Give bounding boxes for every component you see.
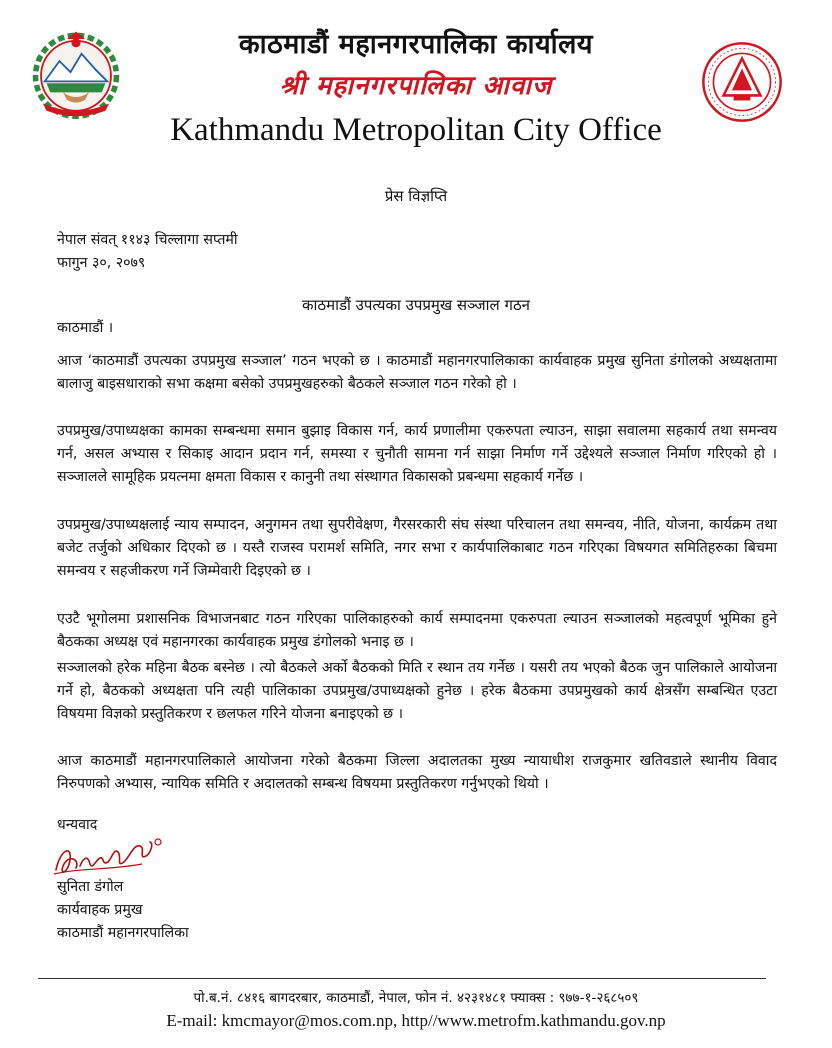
notice-place: काठमाडौं । xyxy=(57,320,114,336)
paragraph: सञ्जालको हरेक महिना बैठक बस्नेछ । त्यो बैठकले अर्को बैठकको मिति र स्थान तय गर्नेछ । यसरी तय भएको बैठक जुन पालिकाले आयोजना गर्ने हो, बैठकको अध्यक्षता पनि त्यही पालिकाका उपप्रमुख/उपाध्यक्षको हुनेछ । हरेक बैठकमा उपप्रमुखको कार्य क्षेत्रसँग सम्बन्धित एउटा विषयमा विज्ञको प्रस्तुतिकरण र छलफल गरिने योजना बनाइएको छ । xyxy=(57,660,777,722)
paragraph: उपप्रमुख/उपाध्यक्षका कामका सम्बन्धमा समान बुझाइ विकास गर्न, कार्य प्रणालीमा एकरुपता ल्याउन, साझा सवालमा सहकार्य तथा समन्वय गर्न, असल अभ्यास र सिकाइ आदान प्रदान गर्न, समस्या र चुनौती सामना गर्न साझा निर्माण गर्ने उद्देश्यले सञ्जाल निर्माण गरिएको हो । सञ्जालले सामूहिक प्रयत्नमा क्षमता विकास र कानुनी तथा संस्थागत विकासको प्रबन्धमा सहकार्य गर्नेछ । xyxy=(57,423,777,485)
footer-contact: E-mail: kmcmayor@mos.com.np, http//www.metrofm.kathmandu.gov.np xyxy=(166,1011,666,1030)
closing-thanks: धन्यवाद xyxy=(57,817,98,833)
signatory-organization: काठमाडौं महानगरपालिका xyxy=(57,925,189,941)
letterhead-title-stylized: श्री महानगरपालिका आवाज xyxy=(279,71,553,101)
footer-address: पो.ब.नं. ८४१६ बागदरबार, काठमाडौं, नेपाल, फोन नं. ४२३१४८१ फ्याक्स : ९७७-१-२६८५०९ xyxy=(193,990,639,1006)
date-bikram-sambat: फागुन ३०, २०७९ xyxy=(57,255,146,271)
signatory-role: कार्यवाहक प्रमुख xyxy=(57,902,143,918)
paragraph: एउटै भूगोलमा प्रशासनिक विभाजनबाट गठन गरिएका पालिकाहरुको कार्य सम्पादनमा एकरुपता ल्याउन सञ्जालको महत्वपूर्ण भूमिका हुने बैठकका अध्यक्ष एवं महानगरका कार्यवाहक प्रमुख डंगोलको भनाइ छ । xyxy=(57,611,777,650)
footer-divider xyxy=(38,978,766,979)
signatory-name: सुनिता डंगोल xyxy=(57,879,124,895)
signature-icon xyxy=(50,830,162,882)
paragraph: आज ‘काठमाडौं उपत्यका उपप्रमुख सञ्जाल’ गठन भएको छ । काठमाडौं महानगरपालिकाका कार्यवाहक प्रमुख सुनिता डंगोलको अध्यक्षतामा बालाजु बाइसधाराको सभा कक्षमा बसेको उपप्रमुखहरुको बैठकले सञ्जाल गठन गरेको हो । xyxy=(57,353,777,392)
notice-heading: प्रेस विज्ञप्ति xyxy=(384,187,448,205)
paragraph: उपप्रमुख/उपाध्यक्षलाई न्याय सम्पादन, अनुगमन तथा सुपरीवेक्षण, गैरसरकारी संघ संस्था परिचालन तथा समन्वय, नीति, योजना, कार्यक्रम तथा बजेट तर्जुको अधिकार दिएको छ । यस्तै राजस्व परामर्श समिति, नगर सभा र कार्यपालिकाबाट गठन गरिएका विषयगत समितिहरुका बिचमा समन्वय र सहजीकरण गर्ने जिम्मेवारी दिइएको छ । xyxy=(57,517,777,579)
letterhead-title-english: Kathmandu Metropolitan City Office xyxy=(170,112,662,148)
kmc-seal-icon xyxy=(700,40,784,124)
notice-subject: काठमाडौं उपत्यका उपप्रमुख सञ्जाल गठन xyxy=(302,296,530,314)
date-nepal-sambat: नेपाल संवत् ११४३ चिल्लागा सप्तमी xyxy=(57,232,238,248)
letterhead-title-nepali: काठमाडौं महानगरपालिका कार्यालय xyxy=(238,29,594,60)
paragraph: आज काठमाडौं महानगरपालिकाले आयोजना गरेको बैठकमा जिल्ला अदालतका मुख्य न्यायाधीश राजकुमार खतिवडाले स्थानीय विवाद निरुपणको अभ्यास, न्यायिक समिति र अदालतको सम्बन्ध विषयमा प्रस्तुतिकरण गर्नुभएको थियो । xyxy=(57,753,777,792)
